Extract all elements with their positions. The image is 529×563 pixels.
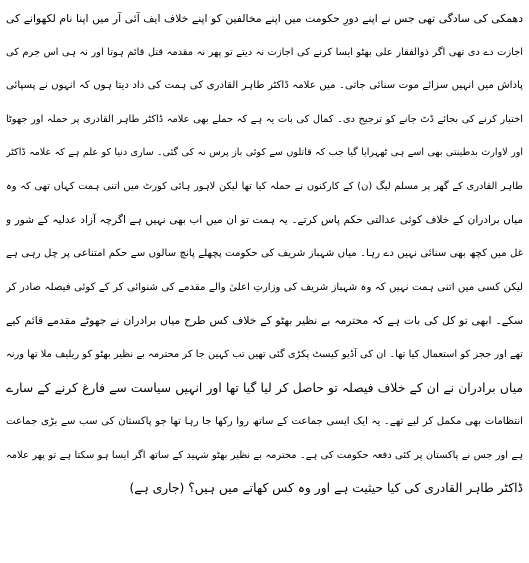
text-line: اور لاوارث بدطینتی بھی اسے ہی ٹھہرایا گیا جب کہ قاتلوں سے کوئی باز پرس نہ کی گئی۔ ساری دنیا کو علم ہے کہ علامہ ڈاکٹر [6, 147, 523, 159]
text-line: غل میں کچھ بھی سنائی نہیں دے رہا۔ میاں شہباز شریف کی حکومت پچھلے پانچ سالوں سے حکم امتناعی پر چل رہی ہے [6, 248, 523, 260]
text-line: اختیار کرنے کی بجائے ڈٹ جانے کو ترجیح دی۔ کمال کی بات یہ ہے کہ حملے بھی علامہ ڈاکٹر طاہر القادری پر حملہ اور جھوٹا [6, 113, 523, 125]
text-line: میاں برادران کے خلاف کوئی عدالتی حکم پاس کرتے۔ یہ ہمت تو ان میں اب بھی نہیں ہے اگرچہ آزاد عدلیہ کے شور و [6, 213, 523, 226]
text-line: اجازت دے دی تھی اگر ذوالفقار علی بھٹو ایسا کرنے کی اجازت نہ دیتے تو پھر نہ مقدمہ قتل قائم ہوتا اور نہ ہی اس جرم کی [6, 46, 523, 58]
text-line: طاہر القادری کے گھر پر مسلم لیگ (ن) کے کارکنوں نے حملہ کیا تھا لیکن لاہور ہائی کورٹ میں اتنی ہمت کہاں تھی کہ وہ [6, 180, 523, 192]
text-line: میاں برادران نے ان کے خلاف فیصلہ تو حاصل کر لیا گیا تھا اور انہیں سیاست سے فارغ کرنے کے سارے [6, 380, 523, 395]
text-line: سکے۔ ابھی تو کل کی بات ہے کہ محترمہ بے نظیر بھٹو کے خلاف کس طرح میاں برادران نے جھوٹے مقدمے قائم کیے [6, 314, 523, 328]
text-line: پاداش میں انہیں سزائے موت سنائی جاتی۔ میں علامہ ڈاکٹر طاہر القادری کی ہمت کی داد دیتا ہوں کہ انہوں نے پسپائی [6, 80, 523, 92]
text-line: انتظامات بھی مکمل کر لیے تھے۔ یہ ایک ایسی جماعت کے ساتھ روا رکھا جا رہا تھا جو پاکستان کی سب سے بڑی جماعت [6, 416, 523, 428]
text-line: لیکن کسی میں اتنی ہمت نہیں کہ وہ شہباز شریف کی وزارتِ اعلیٰ والے مقدمے کی شنوائی کر کے کوئی فیصلہ صادر کر [6, 281, 523, 293]
text-line: دھمکی کی سادگی تھی جس نے اپنے دورِ حکومت میں اپنے مخالفین کو اپنے خلاف ایف آئی آر میں اپنا نام لکھوانے کی [6, 12, 523, 25]
text-line: تھے اور ججز کو استعمال کیا تھا۔ ان کی آڈیو کیسٹ پکڑی گئی تھیں تب کہیں جا کر محترمہ بے نظیر بھٹو کو ریلیف ملا تھا ورنہ [6, 348, 523, 360]
text-line: ہے اور جس نے پاکستان پر کئی دفعہ حکومت کی ہے۔ محترمہ بے نظیر بھٹو شہید کے ساتھ اگر ایسا ہو سکتا ہے تو پھر علامہ [6, 449, 523, 461]
text-line-last: ڈاکٹر طاہر القادری کی کیا حیثیت ہے اور وہ کس کھاتے میں ہیں؟ (جاری ہے) [129, 481, 523, 496]
